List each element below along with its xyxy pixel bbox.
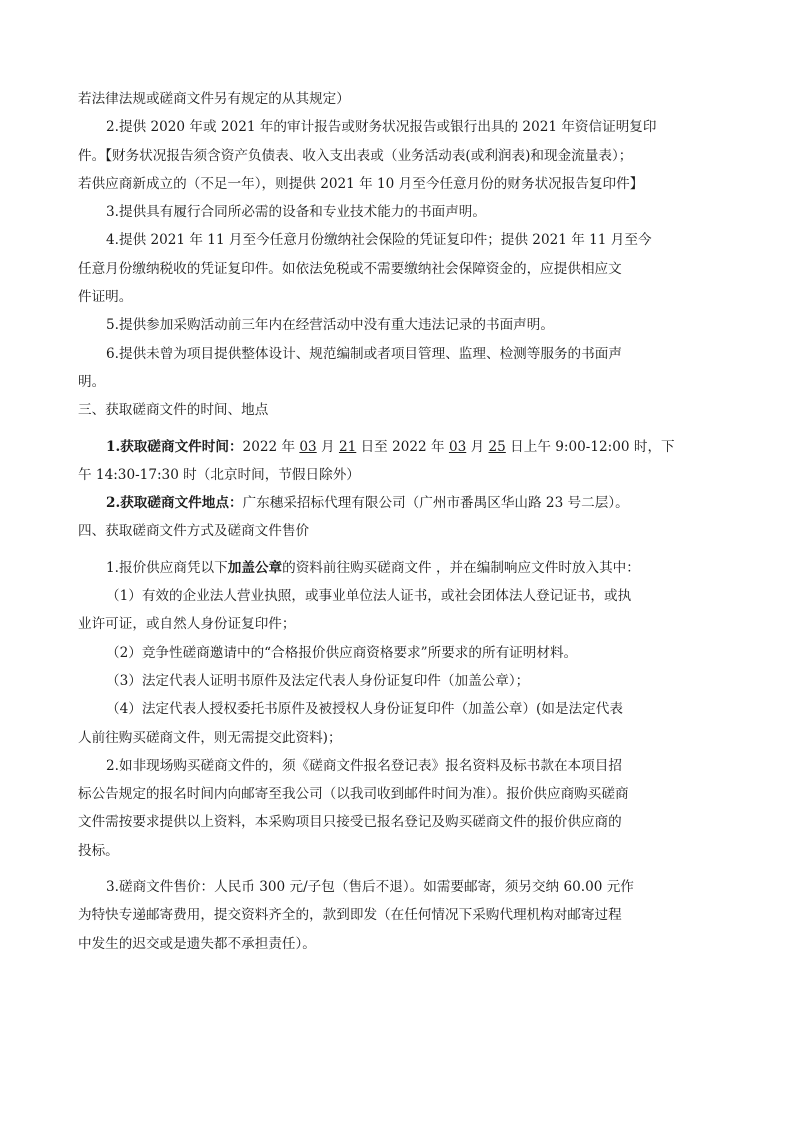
s4-sub2-line: （2）竞争性磋商邀请中的“合格报价供应商资格要求”所要求的所有证明材料。 bbox=[106, 644, 578, 661]
item4-line2: 任意月份缴纳税收的凭证复印件。如依法免税或不需要缴纳社会保障资金的，应提供相应文 bbox=[78, 260, 622, 277]
s4-item1-line bbox=[78, 554, 718, 582]
end-day: 25 bbox=[488, 438, 506, 455]
s4-item3-spacer bbox=[78, 865, 718, 873]
acquire-time-text4: 月 bbox=[466, 438, 489, 455]
s4-item1-post: 的资料前往购买磋商文件 ，并在编制响应文件时放入其中： bbox=[282, 559, 640, 576]
s4-item2-line1: 2.如非现场购买磋商文件的，须《磋商文件报名登记表》报名资料及标书款在本项目招 bbox=[106, 757, 622, 774]
section3-heading: 三、获取磋商文件的时间、地点 bbox=[78, 402, 269, 419]
item4-line3: 件证明。 bbox=[78, 289, 133, 306]
s4-item2-line2: 标公告规定的报名时间内向邮寄至我公司（以我司收到邮件时间为准）。报价供应商购买磋商 bbox=[78, 786, 629, 803]
s4-sub4-line1: （4）法定代表人授权委托书原件及被授权人身份证复印件（加盖公章）(如是法定代表 bbox=[106, 701, 623, 718]
item6-line1: 6.提供未曾为项目提供整体设计、规范编制或者项目管理、监理、检测等服务的书面声 bbox=[106, 345, 622, 362]
end-month: 03 bbox=[448, 438, 467, 455]
s4-item3-line2: 为特快专递邮寄费用，提交资料齐全的，款到即发（在任何情况下采购代理机构对邮寄过程 bbox=[78, 907, 622, 924]
item6-line2: 明。 bbox=[78, 373, 106, 390]
item2-line1: 2.提供 2020 年或 2021 年的审计报告或财务状况报告或银行出具的 2021 年资信证明复印 bbox=[106, 119, 657, 136]
s4-sub4-line2: 人前往购买磋商文件，则无需提交此资料)； bbox=[78, 729, 342, 746]
acquire-time-text1: 2022 年 bbox=[242, 438, 300, 455]
acquire-time-line2: 午 14:30-17:30 时（北京时间，节假日除外） bbox=[78, 466, 360, 483]
s4-item2-line4: 投标。 bbox=[78, 842, 119, 859]
s4-item3-line3: 中发生的迟交或是遗失都不承担责任）。 bbox=[78, 935, 316, 952]
item5-line1: 5.提供参加采购活动前三年内在经营活动中没有重大违法记录的书面声明。 bbox=[106, 317, 554, 334]
item3-line1: 3.提供具有履行合同所必需的设备和专业技术能力的书面声明。 bbox=[106, 204, 486, 221]
item4-line1: 4.提供 2021 年 11 月至今任意月份缴纳社会保险的凭证复印件；提供 2021 年 11 月至今 bbox=[106, 232, 652, 249]
acquire-place-text: 广东穗采招标代理有限公司（广州市番禺区华山路 23 号二层）。 bbox=[242, 495, 629, 512]
section3-spacer bbox=[78, 425, 718, 433]
s4-item1-pre: 1.报价供应商凭以下 bbox=[106, 559, 228, 576]
intro-line: 若法律法规或磋商文件另有规定的从其规定） bbox=[78, 91, 350, 107]
acquire-time-label: 1.获取磋商文件时间： bbox=[106, 438, 243, 455]
s4-sub1-line2: 业许可证，或自然人身份证复印件； bbox=[78, 616, 296, 633]
item2-line3: 若供应商新成立的（不足一年），则提供 2021 年 10 月至今任意月份的财务状况报告复印件】 bbox=[78, 175, 644, 192]
s4-sub3-line: （3）法定代表人证明书原件及法定代表人身份证复印件（加盖公章）； bbox=[106, 672, 530, 689]
section4-spacer bbox=[78, 546, 718, 554]
s4-item3-line1: 3.磋商文件售价：人民币 300 元/子包（售后不退）。如需要邮寄，须另交纳 60.00 元作 bbox=[106, 879, 634, 896]
acquire-time-text3: 日至 2022 年 bbox=[356, 438, 449, 455]
document-page bbox=[78, 85, 718, 958]
s4-item2-line3: 文件需按要求提供以上资料，本采购项目只接受已报名登记及购买磋商文件的报价供应商的 bbox=[78, 814, 622, 831]
item2-line2: 件。【财务状况报告须含资产负债表、收入支出表或（业务活动表(或利润表)和现金流量表）； bbox=[78, 147, 633, 164]
acquire-place-line bbox=[78, 489, 718, 517]
start-month: 03 bbox=[299, 438, 317, 455]
acquire-time-text2: 月 bbox=[316, 438, 339, 455]
acquire-time-text5: 日上午 9:00-12:00 时，下 bbox=[505, 438, 675, 455]
s4-sub1-line1: （1）有效的企业法人营业执照，或事业单位法人证书，或社会团体法人登记证书，或执 bbox=[106, 588, 632, 605]
section4-heading: 四、获取磋商文件方式及磋商文件售价 bbox=[78, 523, 310, 540]
s4-item1-bold: 加盖公章 bbox=[227, 559, 283, 576]
acquire-time-line1 bbox=[78, 433, 718, 461]
start-day: 21 bbox=[338, 438, 357, 455]
acquire-place-label: 2.获取磋商文件地点： bbox=[106, 495, 243, 512]
